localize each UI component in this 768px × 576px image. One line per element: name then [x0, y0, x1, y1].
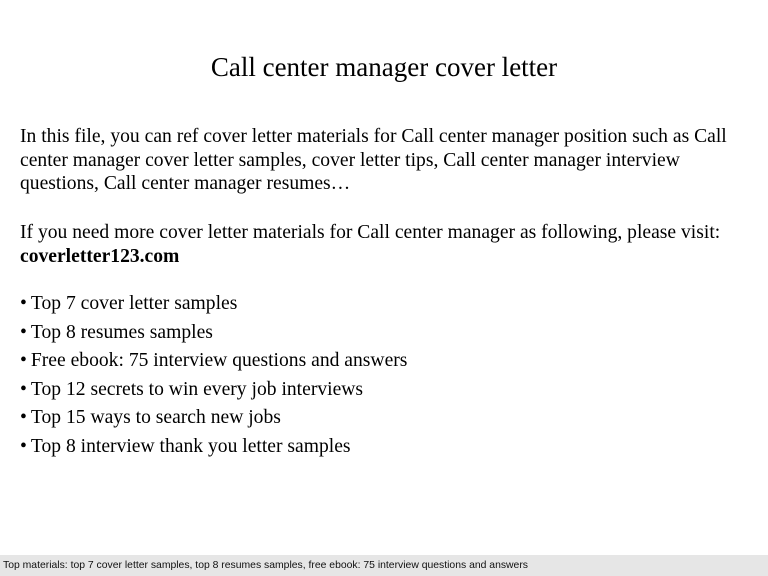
visit-link[interactable]: coverletter123.com: [20, 245, 180, 267]
list-item-text: Top 12 secrets to win every job interviews: [30, 378, 364, 400]
list-item-text: Top 8 resumes samples: [30, 321, 213, 343]
list-item: [20, 433, 750, 462]
page-title: Call center manager cover letter: [210, 52, 558, 82]
list-item-text: Free ebook: 75 interview questions and answers: [30, 350, 408, 371]
bullet-icon: •: [20, 435, 27, 457]
bullet-icon: •: [20, 350, 27, 371]
bullet-icon: •: [20, 293, 27, 314]
bullet-icon: •: [20, 321, 27, 343]
footer-text: Top materials: top 7 cover letter samples, top 8 resumes samples, free ebook: 75 interview questions and answers: [3, 560, 528, 571]
list-item: [20, 347, 750, 376]
footer-bar: [0, 555, 768, 576]
visit-text: If you need more cover letter materials for Call center manager as following, please visit:: [20, 222, 721, 243]
materials-list: [20, 290, 750, 461]
list-item: [20, 404, 750, 433]
list-item-text: Top 15 ways to search new jobs: [30, 407, 281, 428]
intro-paragraph: In this file, you can ref cover letter materials for Call center manager position such as Call center manager cover letter samples, cover letter tips, Call center manager interview questions, Call center manager resumes…: [20, 126, 727, 194]
list-item: [20, 376, 750, 405]
bullet-icon: •: [20, 407, 27, 428]
list-item-text: Top 8 interview thank you letter samples: [30, 435, 351, 457]
list-item: [20, 290, 750, 319]
list-item-text: Top 7 cover letter samples: [30, 293, 238, 314]
bullet-icon: •: [20, 378, 27, 400]
visit-paragraph: [20, 221, 750, 268]
list-item: [20, 319, 750, 348]
